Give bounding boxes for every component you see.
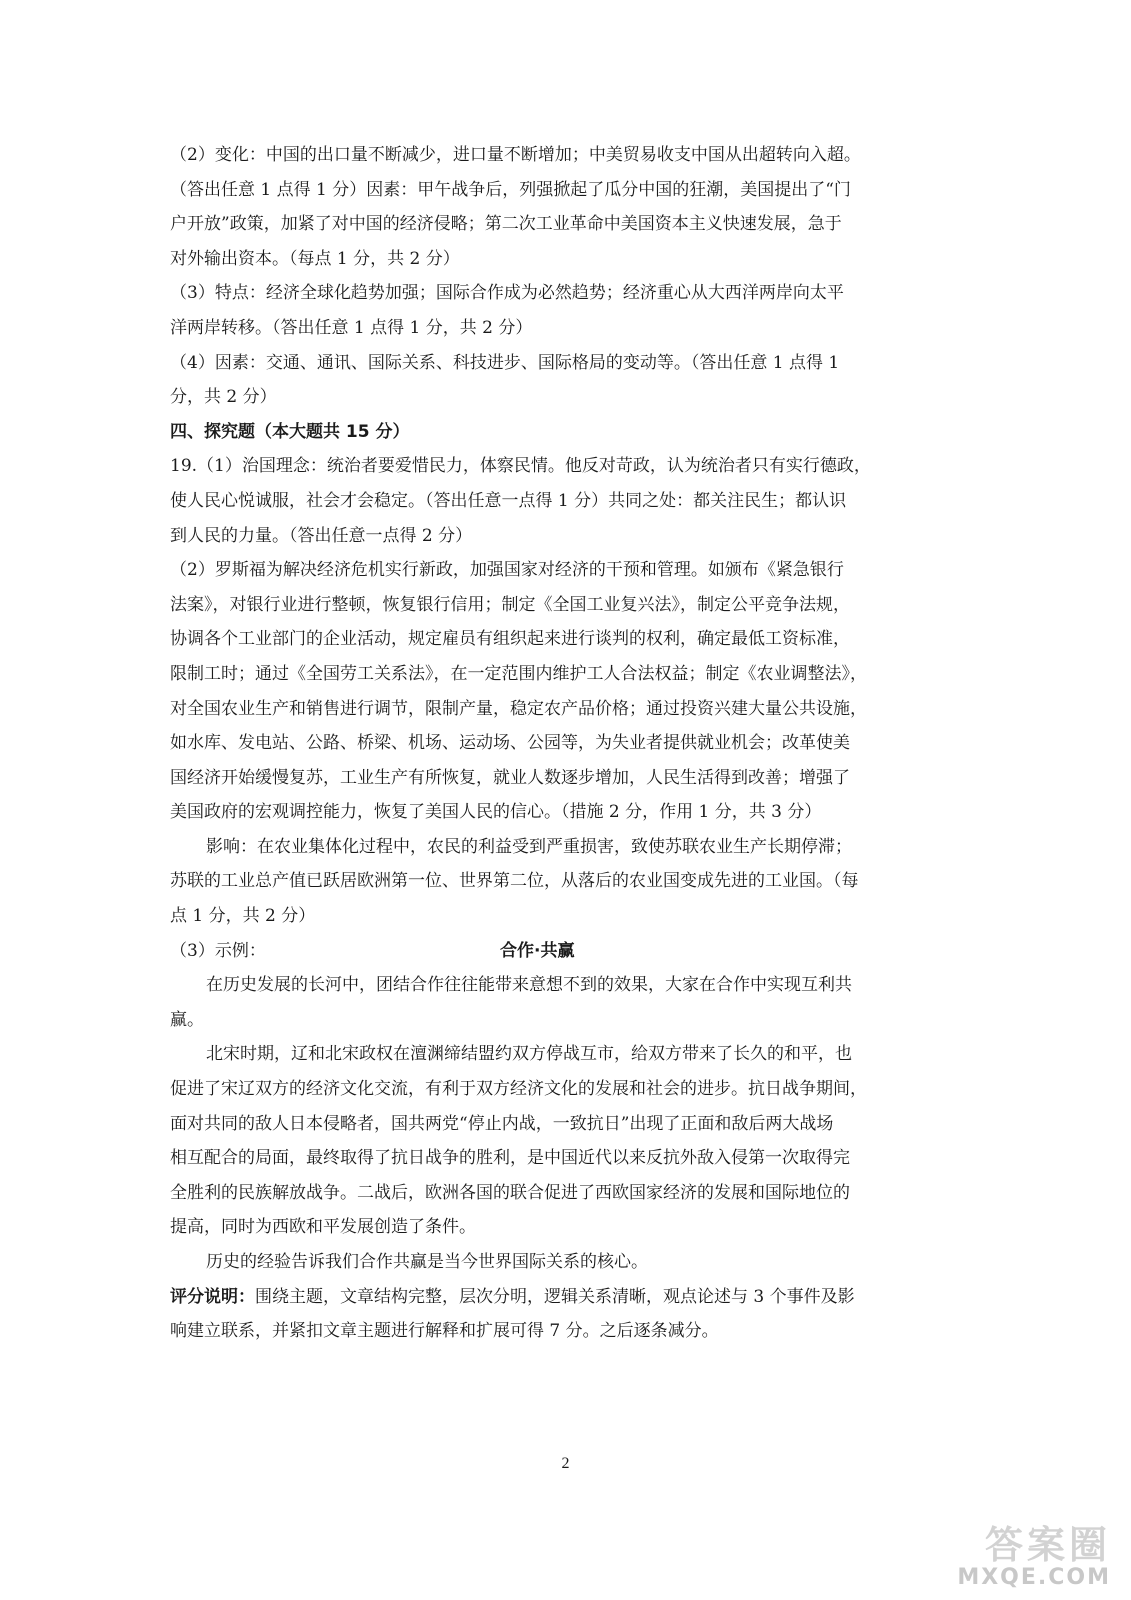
- essay-title-row: [170, 934, 942, 969]
- answer-line: 国经济开始缓慢复苏，工业生产有所恢复，就业人数逐步增加，人民生活得到改善；增强了: [170, 767, 850, 788]
- watermark-logo-text: 答案圈: [984, 1523, 1111, 1567]
- essay-line: 相互配合的局面，最终取得了抗日战争的胜利，是中国近代以来反抗外敌入侵第一次取得完: [170, 1148, 850, 1169]
- answer-line: （4）因素：交通、通讯、国际关系、科技进步、国际格局的变动等。（答出任意 1 点得 1: [170, 352, 840, 373]
- answer-line: （3）特点：经济全球化趋势加强；国际合作成为必然趋势；经济重心从大西洋两岸向太平: [170, 283, 844, 304]
- answer-line: 影响：在农业集体化过程中，农民的利益受到严重损害，致使苏联农业生产长期停滞；: [206, 836, 852, 857]
- essay-line: 赢。: [170, 1009, 204, 1030]
- answer-line: 如水库、发电站、公路、桥梁、机场、运动场、公园等，为失业者提供就业机会；改革使美: [170, 733, 850, 754]
- scoring-line: [170, 1280, 942, 1315]
- answer-line: 点 1 分，共 2 分）: [170, 906, 316, 927]
- answer-line: 19.（1）治国理念：统治者要爱惜民力，体察民情。他反对苛政，认为统治者只有实行德政，: [170, 456, 871, 477]
- essay-line: 全胜利的民族解放战争。二战后，欧洲各国的联合促进了西欧国家经济的发展和国际地位的: [170, 1182, 850, 1203]
- answer-line: 对外输出资本。（每点 1 分，共 2 分）: [170, 248, 460, 269]
- answer-line: 法案》，对银行业进行整顿，恢复银行信用；制定《全国工业复兴法》，制定公平竞争法规，: [170, 594, 850, 615]
- answer-document: [170, 138, 942, 1349]
- answer-line: （2）变化：中国的出口量不断减少，进口量不断增加；中美贸易收支中国从出超转向入超。: [170, 145, 861, 165]
- answer-line: 美国政府的宏观调控能力，恢复了美国人民的信心。（措施 2 分，作用 1 分，共 3 分）: [170, 802, 822, 823]
- answer-line: （2）罗斯福为解决经济危机实行新政，加强国家对经济的干预和管理。如颁布《紧急银行: [170, 560, 844, 581]
- essay-line: 提高，同时为西欧和平发展创造了条件。: [170, 1217, 476, 1238]
- answer-line: 苏联的工业总产值已跃居欧洲第一位、世界第二位，从落后的农业国变成先进的工业国。（每: [170, 871, 859, 892]
- scoring-line: 响建立联系，并紧扣文章主题进行解释和扩展可得 7 分。之后逐条减分。: [170, 1321, 719, 1342]
- essay-line: 促进了宋辽双方的经济文化交流，有利于双方经济文化的发展和社会的进步。抗日战争期间，: [170, 1079, 867, 1100]
- answer-line: 限制工时；通过《全国劳工关系法》，在一定范围内维护工人合法权益；制定《农业调整法》，: [170, 663, 867, 684]
- site-watermark: [911, 1524, 1111, 1592]
- answer-line: （答出任意 1 点得 1 分）因素：甲午战争后，列强掀起了瓜分中国的狂潮，美国提出了“门: [170, 179, 851, 200]
- scoring-text: 围绕主题，文章结构完整，层次分明，逻辑关系清晰，观点论述与 3 个事件及影: [255, 1286, 855, 1307]
- watermark-url: MXQE.COM: [957, 1565, 1111, 1590]
- page-number: 2: [561, 1455, 570, 1472]
- section-heading: 四、探究题（本大题共 15 分）: [170, 421, 410, 442]
- essay-label: （3）示例：: [170, 940, 266, 961]
- essay-title: 合作·共赢: [500, 940, 575, 961]
- answer-line: 洋两岸转移。（答出任意 1 点得 1 分，共 2 分）: [170, 317, 533, 338]
- essay-line: 北宋时期，辽和北宋政权在澶渊缔结盟约双方停战互市，给双方带来了长久的和平，也: [206, 1044, 852, 1065]
- answer-line: 协调各个工业部门的企业活动，规定雇员有组织起来进行谈判的权利，确定最低工资标准，: [170, 629, 850, 650]
- essay-line: 在历史发展的长河中，团结合作往往能带来意想不到的效果，大家在合作中实现互利共: [206, 975, 852, 996]
- essay-line: 历史的经验告诉我们合作共赢是当今世界国际关系的核心。: [206, 1252, 648, 1272]
- essay-line: 面对共同的敌人日本侵略者，国共两党“停止内战，一致抗日”出现了正面和敌后两大战场: [170, 1113, 834, 1134]
- answer-line: 使人民心悦诚服，社会才会稳定。（答出任意一点得 1 分）共同之处：都关注民生；都认识: [170, 490, 847, 511]
- answer-line: 户开放”政策，加紧了对中国的经济侵略；第二次工业革命中美国资本主义快速发展，急于: [170, 214, 842, 235]
- answer-line: 分，共 2 分）: [170, 387, 277, 408]
- scoring-label: 评分说明：: [170, 1286, 255, 1307]
- answer-line: 对全国农业生产和销售进行调节，限制产量，稳定农产品价格；通过投资兴建大量公共设施，: [170, 698, 867, 719]
- answer-line: 到人民的力量。（答出任意一点得 2 分）: [170, 525, 473, 546]
